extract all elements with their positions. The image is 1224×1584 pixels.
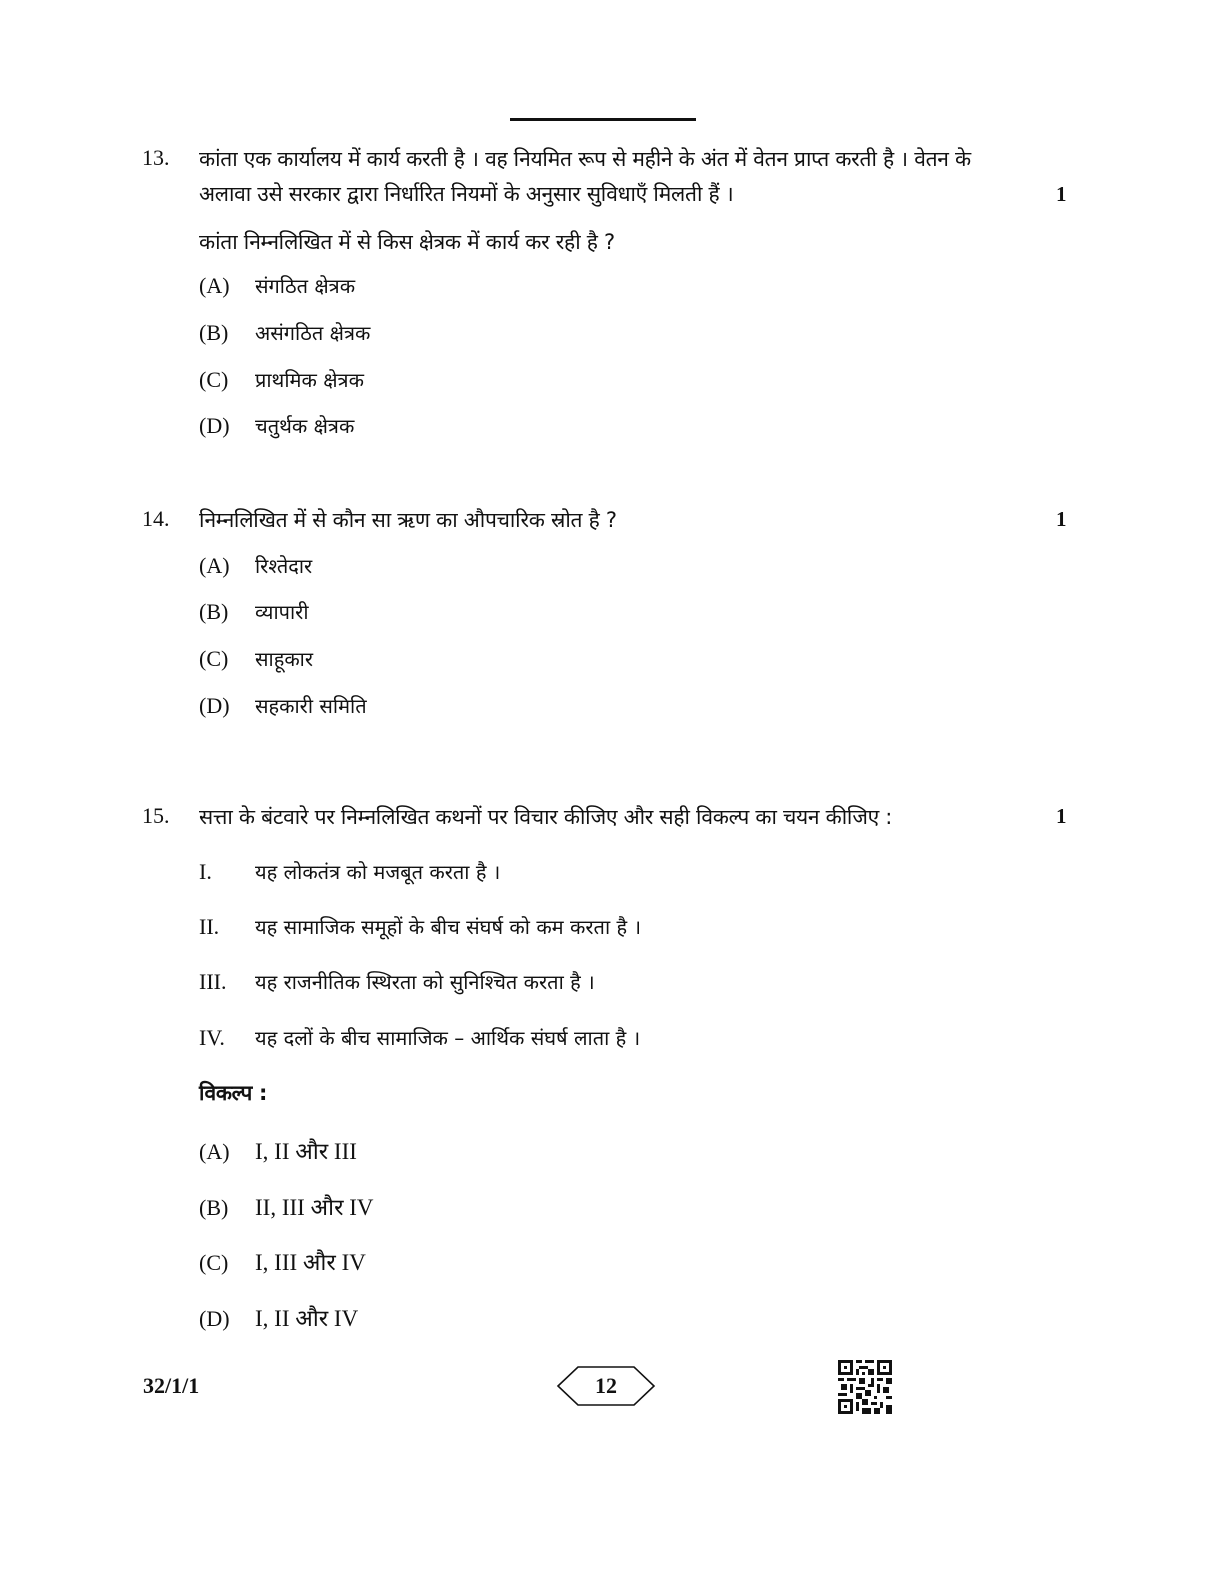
page-number-badge <box>556 1365 656 1407</box>
page-number: 12 <box>595 1373 617 1398</box>
option-label: (C) <box>199 367 229 392</box>
question-number: 15. <box>142 803 170 828</box>
option-text: I, III और IV <box>255 1250 366 1275</box>
option-text: व्यापारी <box>255 600 309 624</box>
option-d <box>199 412 354 439</box>
statement-label: IV. <box>199 1025 225 1050</box>
marks: 1 <box>1056 804 1067 828</box>
marks: 1 <box>1056 507 1067 531</box>
option-label: (D) <box>199 413 230 438</box>
option-label: (B) <box>199 320 229 345</box>
statement-iv <box>199 1024 640 1051</box>
option-label: (D) <box>199 693 230 718</box>
option-b <box>199 1190 374 1222</box>
statement-label: III. <box>199 969 227 994</box>
marks: 1 <box>1056 182 1067 206</box>
top-divider-rule <box>510 118 696 121</box>
statement-i <box>199 858 500 885</box>
option-text: प्राथमिक क्षेत्रक <box>255 368 364 392</box>
option-text: संगठित क्षेत्रक <box>255 274 356 298</box>
statement-label: I. <box>199 859 212 884</box>
option-a <box>199 1134 357 1166</box>
option-label: (D) <box>199 1306 230 1331</box>
question-text-line: निम्नलिखित में से कौन सा ऋण का औपचारिक स्रोत है ? <box>199 508 617 532</box>
option-label: (A) <box>199 553 230 578</box>
statement-ii <box>199 913 641 940</box>
option-d <box>199 1301 358 1333</box>
statement-iii <box>199 968 595 995</box>
option-label: (C) <box>199 646 229 671</box>
question-number: 13. <box>142 145 170 170</box>
option-b <box>199 598 309 625</box>
statement-label: II. <box>199 914 220 939</box>
options-heading: विकल्प : <box>199 1081 268 1105</box>
question-number: 14. <box>142 506 170 531</box>
statement-text: यह राजनीतिक स्थिरता को सुनिश्चित करता है । <box>255 970 595 994</box>
question-text-line: कांता एक कार्यालय में कार्य करती है । वह नियमित रूप से महीने के अंत में वेतन प्राप्त करती है । वेतन के <box>199 147 971 171</box>
option-a <box>199 272 355 299</box>
option-text: सहकारी समिति <box>255 694 367 718</box>
option-c <box>199 366 364 393</box>
question-text-line: अलावा उसे सरकार द्वारा निर्धारित नियमों के अनुसार सुविधाएँ मिलती हैं । <box>199 182 734 206</box>
option-a <box>199 552 312 579</box>
option-label: (A) <box>199 1139 230 1164</box>
option-text: चतुर्थक क्षेत्रक <box>255 414 355 438</box>
option-d <box>199 692 367 719</box>
option-label: (A) <box>199 273 230 298</box>
option-label: (C) <box>199 1250 229 1275</box>
option-c <box>199 1245 366 1277</box>
option-text: साहूकार <box>255 647 314 671</box>
option-label: (B) <box>199 1195 229 1220</box>
option-c <box>199 645 313 672</box>
statement-text: यह सामाजिक समूहों के बीच संघर्ष को कम करता है । <box>255 915 642 939</box>
option-label: (B) <box>199 599 229 624</box>
option-text: रिश्तेदार <box>255 554 313 578</box>
statement-text: यह दलों के बीच सामाजिक – आर्थिक संघर्ष लाता है । <box>255 1026 641 1050</box>
paper-code: 32/1/1 <box>143 1373 200 1398</box>
question-text-line: सत्ता के बंटवारे पर निम्नलिखित कथनों पर विचार कीजिए और सही विकल्प का चयन कीजिए : <box>199 805 893 829</box>
statement-text: यह लोकतंत्र को मजबूत करता है । <box>255 860 501 884</box>
qr-code-icon <box>838 1360 892 1414</box>
option-text: I, II और IV <box>255 1306 359 1331</box>
question-prompt: कांता निम्नलिखित में से किस क्षेत्रक में कार्य कर रही है ? <box>199 230 615 254</box>
option-text: II, III और IV <box>255 1195 374 1220</box>
option-text: असंगठित क्षेत्रक <box>255 321 371 345</box>
option-b <box>199 319 370 346</box>
option-text: I, II और III <box>255 1139 357 1164</box>
